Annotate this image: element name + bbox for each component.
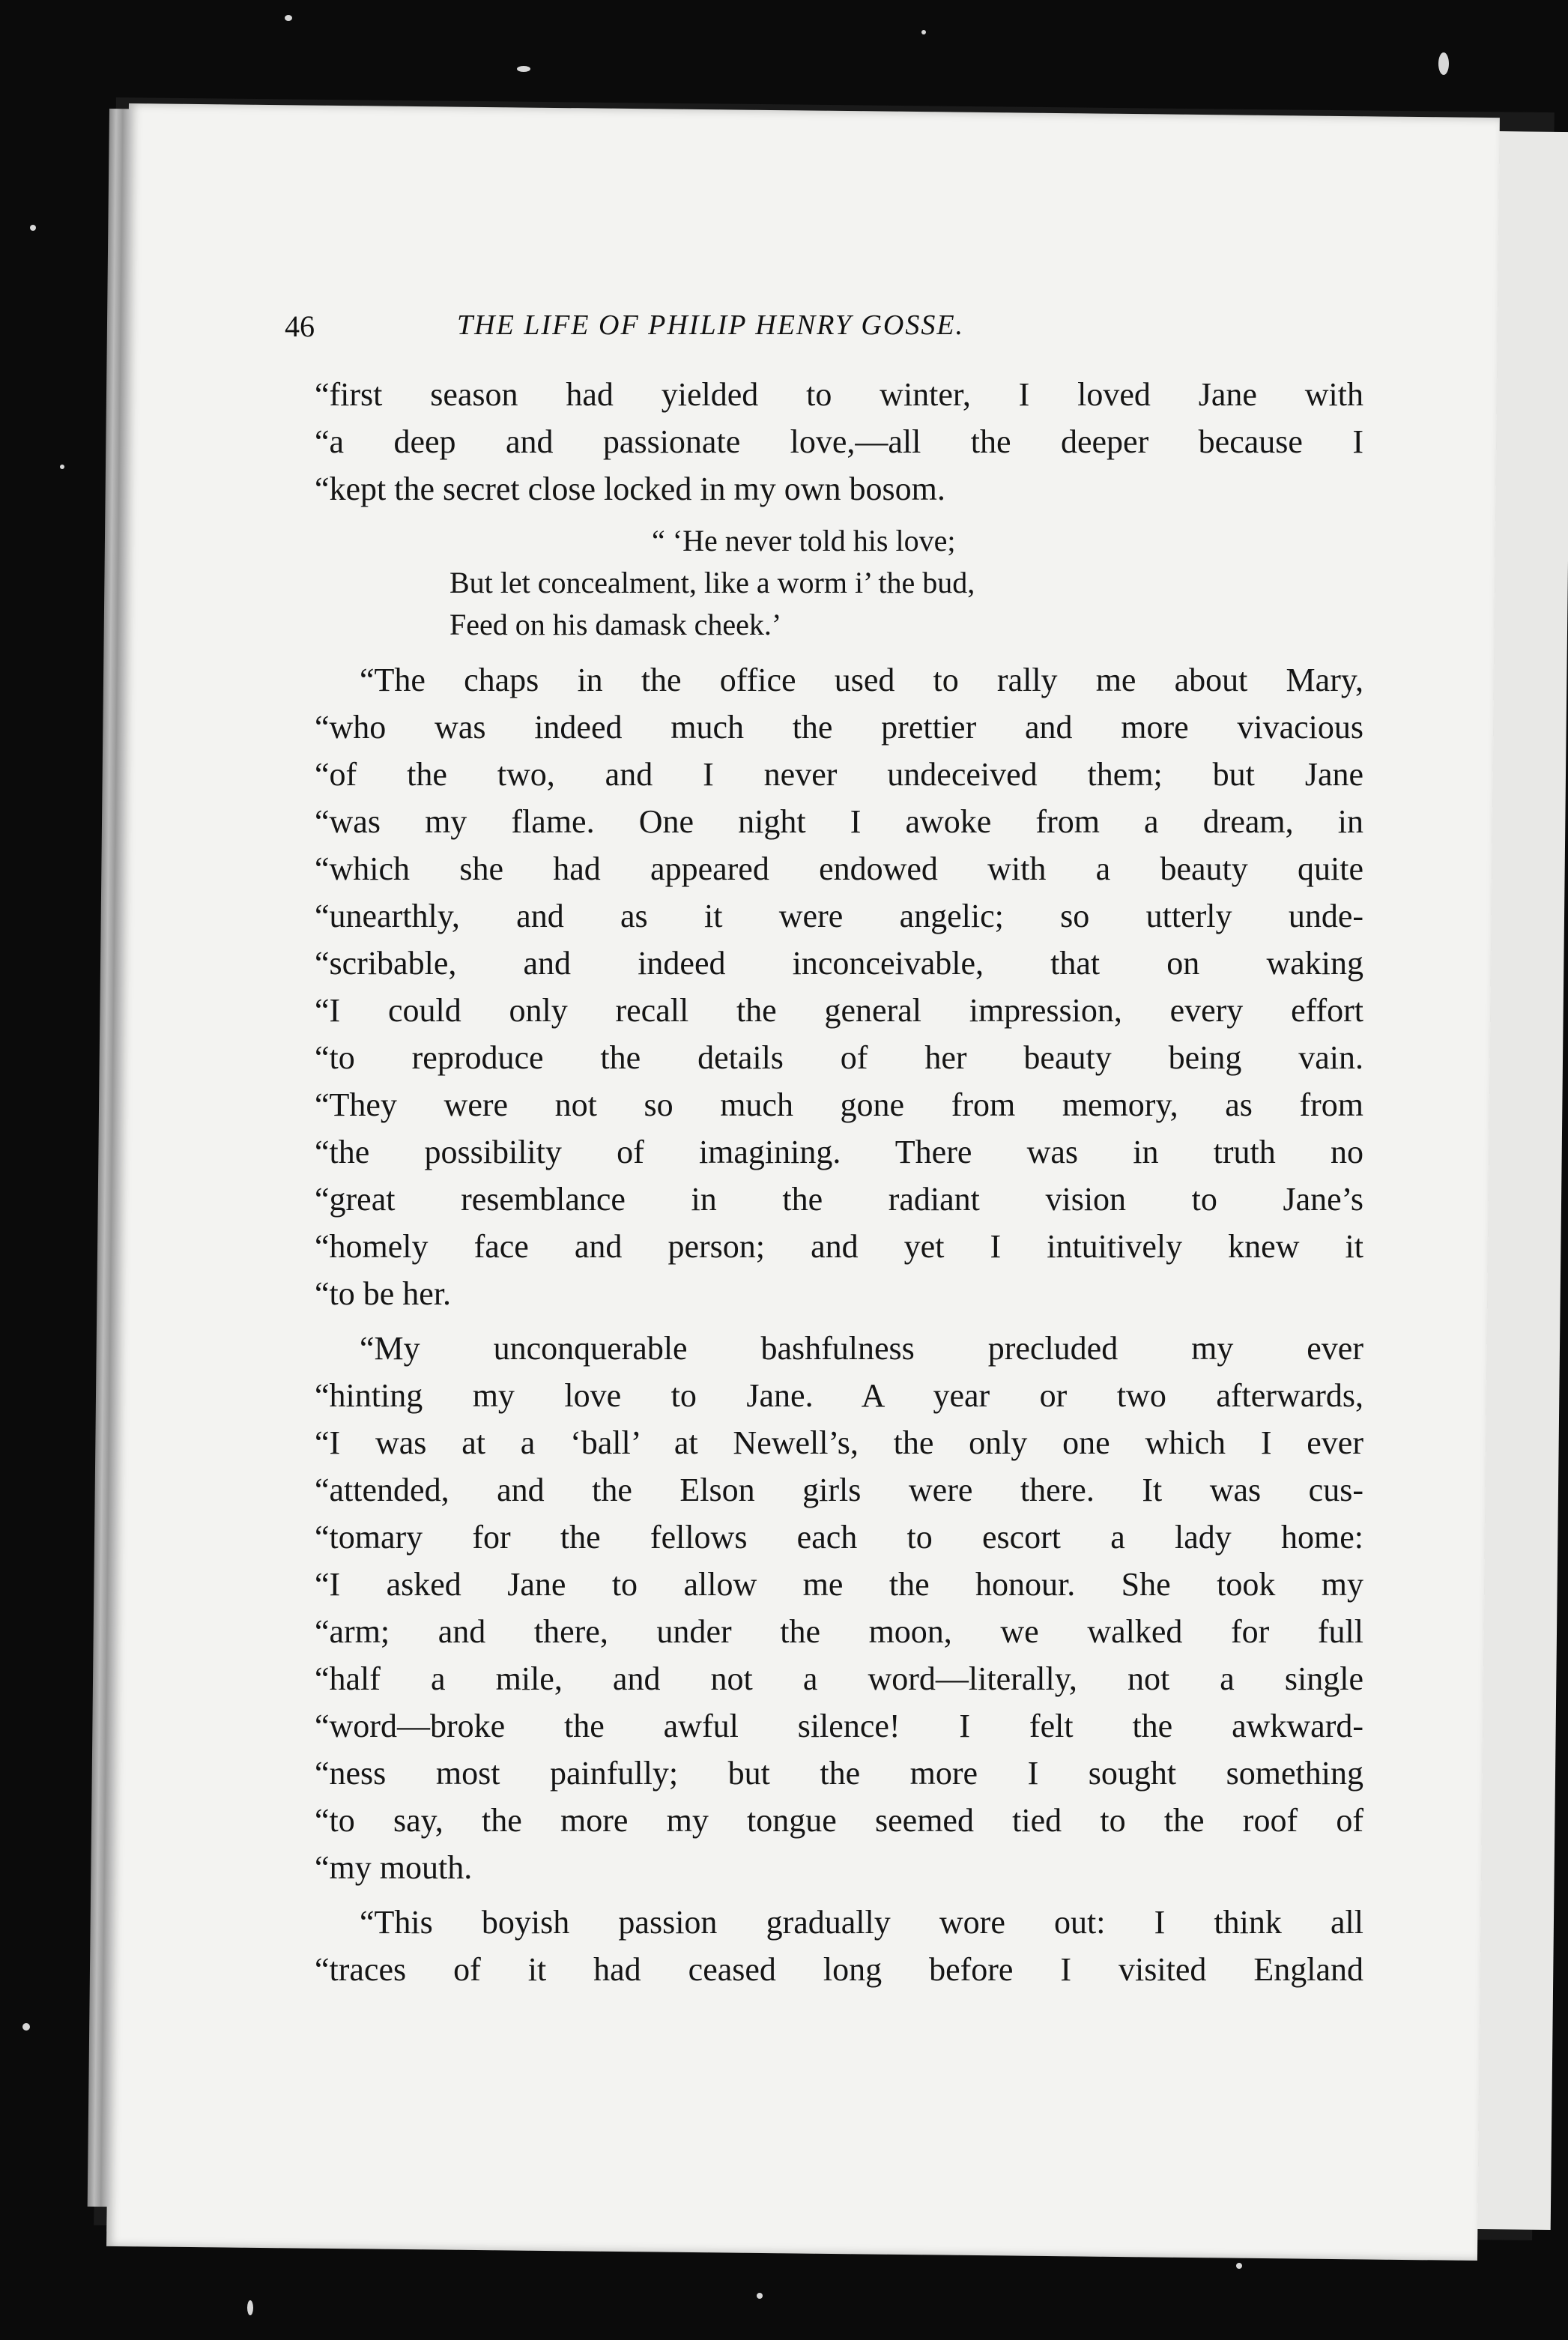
text-line: “tomary for the fellows each to escort a lady home: <box>315 1519 1363 1556</box>
text-line: “which she had appeared endowed with a beauty quite <box>315 850 1363 887</box>
text-line: “of the two, and I never undeceived them; but Jane <box>315 756 1363 793</box>
text-line: “half a mile, and not a word—literally, not a single <box>315 1660 1363 1697</box>
text-line: “They were not so much gone from memory, as from <box>315 1086 1363 1123</box>
text-line: “This boyish passion gradually wore out: I think all <box>360 1904 1363 1941</box>
text-line: “a deep and passionate love,—all the deeper because I <box>315 423 1363 460</box>
text-line: “ness most painfully; but the more I sought something <box>315 1755 1363 1792</box>
dust-speck <box>22 2023 30 2031</box>
dust-speck <box>1438 52 1449 75</box>
dust-speck <box>1236 2263 1242 2269</box>
paragraph-gap <box>315 1317 1363 1325</box>
paragraph-gap <box>315 1891 1363 1899</box>
verse-line: “ ‘He never told his love; <box>652 524 956 557</box>
dust-speck <box>30 225 36 231</box>
body-text <box>315 371 1363 1993</box>
text-line: “homely face and person; and yet I intuitively knew it <box>315 1228 1363 1265</box>
verse-line: But let concealment, like a worm i’ the bud, <box>449 566 975 599</box>
verse-line: Feed on his damask cheek.’ <box>449 608 782 641</box>
text-line: “My unconquerable bashfulness precluded my ever <box>360 1330 1363 1367</box>
text-line: “who was indeed much the prettier and more vivacious <box>315 709 1363 746</box>
text-line: “scribable, and indeed inconceivable, that on waking <box>315 945 1363 982</box>
running-head: THE LIFE OF PHILIP HENRY GOSSE. <box>457 309 965 341</box>
text-line: “to reproduce the details of her beauty being vain. <box>315 1039 1363 1076</box>
dust-speck <box>60 465 64 469</box>
text-line: “first season had yielded to winter, I loved Jane with <box>315 376 1363 413</box>
text-line: “to say, the more my tongue seemed tied to the roof of <box>315 1802 1363 1839</box>
page-header <box>285 309 1214 361</box>
text-line: “The chaps in the office used to rally me about Mary, <box>360 662 1363 698</box>
text-line: “great resemblance in the radiant vision to Jane’s <box>315 1181 1363 1218</box>
text-line: “kept the secret close locked in my own bosom. <box>315 471 945 507</box>
text-line: “hinting my love to Jane. A year or two afterwards, <box>315 1377 1363 1414</box>
text-line: “I was at a ‘ball’ at Newell’s, the only one which I ever <box>315 1424 1363 1461</box>
dust-speck <box>757 2293 763 2299</box>
text-line: “unearthly, and as it were angelic; so utterly unde- <box>315 898 1363 934</box>
text-line: “traces of it had ceased long before I visited England <box>315 1951 1363 1988</box>
dust-speck <box>247 2300 253 2315</box>
verse-quotation <box>449 520 1363 646</box>
text-line: “to be her. <box>315 1275 452 1312</box>
text-line: “was my flame. One night I awoke from a dream, in <box>315 803 1363 840</box>
text-line: “I could only recall the general impression, every effort <box>315 992 1363 1029</box>
text-line: “arm; and there, under the moon, we walked for full <box>315 1613 1363 1650</box>
text-line: “the possibility of imagining. There was in truth no <box>315 1134 1363 1170</box>
dust-speck <box>921 30 926 34</box>
text-line: “attended, and the Elson girls were there. It was cus- <box>315 1472 1363 1508</box>
dust-speck <box>517 66 530 72</box>
paragraph-4 <box>315 1899 1363 1993</box>
paragraph-3 <box>315 1325 1363 1891</box>
text-line: “I asked Jane to allow me the honour. She took my <box>315 1566 1363 1603</box>
page-number: 46 <box>285 309 315 343</box>
dust-speck <box>285 15 292 21</box>
paragraph-1 <box>315 371 1363 513</box>
text-line: “my mouth. <box>315 1849 473 1886</box>
paragraph-2 <box>315 656 1363 1317</box>
text-line: “word—broke the awful silence! I felt the awkward- <box>315 1708 1363 1744</box>
